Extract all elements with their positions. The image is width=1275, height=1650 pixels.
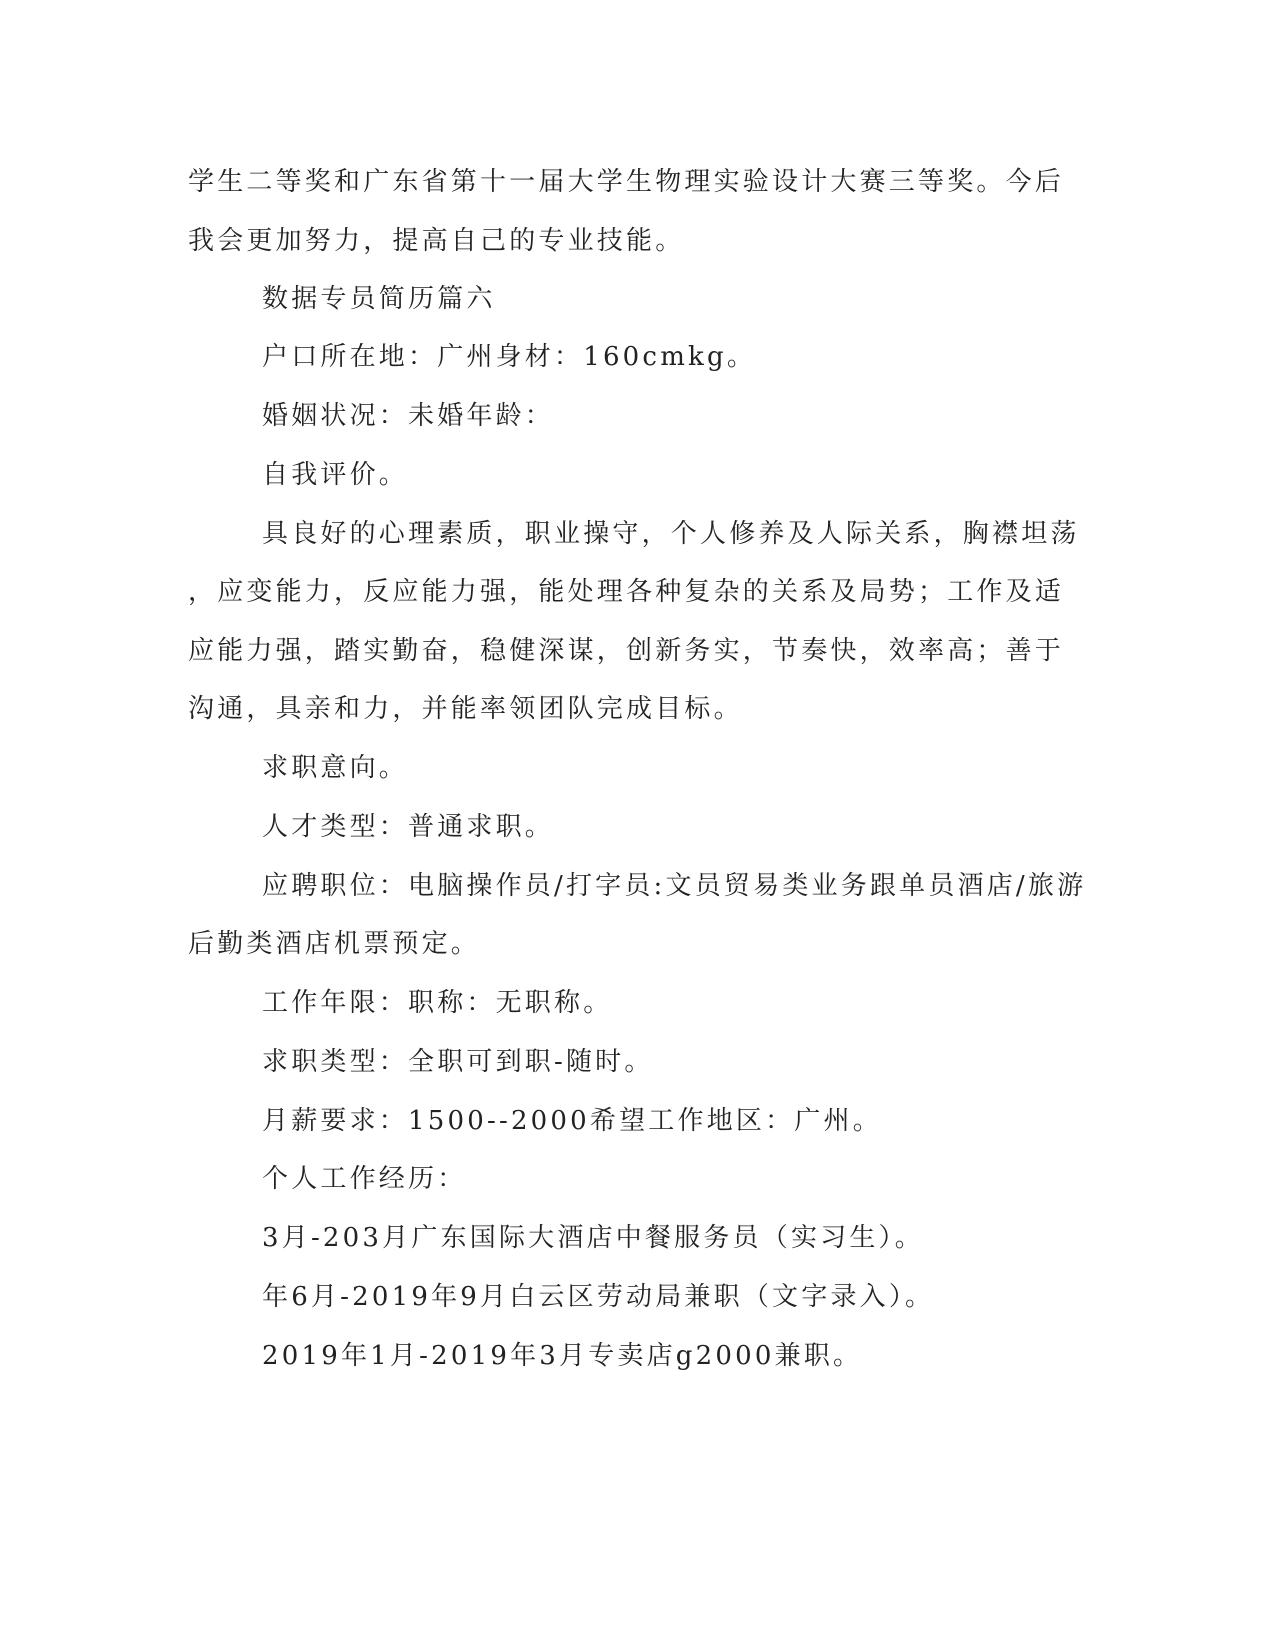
applied-position-line-1: 应聘职位：电脑操作员/打字员:文员贸易类业务跟单员酒店/旅游 bbox=[262, 871, 1087, 901]
job-type-line: 求职类型：全职可到职-随时。 bbox=[262, 1047, 654, 1077]
work-experience-item-1: 3月-203月广东国际大酒店中餐服务员（实习生）。 bbox=[262, 1223, 924, 1253]
work-experience-heading: 个人工作经历： bbox=[262, 1164, 467, 1194]
self-evaluation-line-3: 应能力强，踏实勤奋，稳健深谋，创新务实，节奏快，效率高；善于 bbox=[188, 636, 1065, 666]
paragraph-award-continued: 学生二等奖和广东省第十一届大学生物理实验设计大赛三等奖。今后 bbox=[188, 167, 1065, 197]
work-experience-item-2: 年6月-2019年9月白云区劳动局兼职（文字录入）。 bbox=[262, 1282, 935, 1312]
work-years-line: 工作年限：职称：无职称。 bbox=[262, 988, 613, 1018]
household-registration-line: 户口所在地：广州身材：160cmkg。 bbox=[262, 342, 757, 372]
applied-position-line-2: 后勤类酒店机票预定。 bbox=[188, 929, 481, 959]
self-evaluation-line-2: ，应变能力，反应能力强，能处理各种复杂的关系及局势；工作及适 bbox=[188, 577, 1065, 607]
work-experience-item-3: 2019年1月-2019年3月专卖店g2000兼职。 bbox=[262, 1341, 863, 1371]
self-evaluation-line-1: 具良好的心理素质，职业操守，个人修养及人际关系，胸襟坦荡 bbox=[262, 519, 1080, 549]
salary-requirement-line: 月薪要求：1500--2000希望工作地区：广州。 bbox=[262, 1106, 882, 1136]
self-evaluation-line-4: 沟通，具亲和力，并能率领团队完成目标。 bbox=[188, 694, 743, 724]
self-evaluation-heading: 自我评价。 bbox=[262, 460, 409, 490]
paragraph-award-continued-end: 我会更加努力，提高自己的专业技能。 bbox=[188, 226, 685, 256]
job-intention-heading: 求职意向。 bbox=[262, 753, 409, 783]
section-title: 数据专员简历篇六 bbox=[262, 284, 496, 314]
marital-status-line: 婚姻状况：未婚年龄： bbox=[262, 401, 555, 431]
talent-type-line: 人才类型：普通求职。 bbox=[262, 812, 555, 842]
